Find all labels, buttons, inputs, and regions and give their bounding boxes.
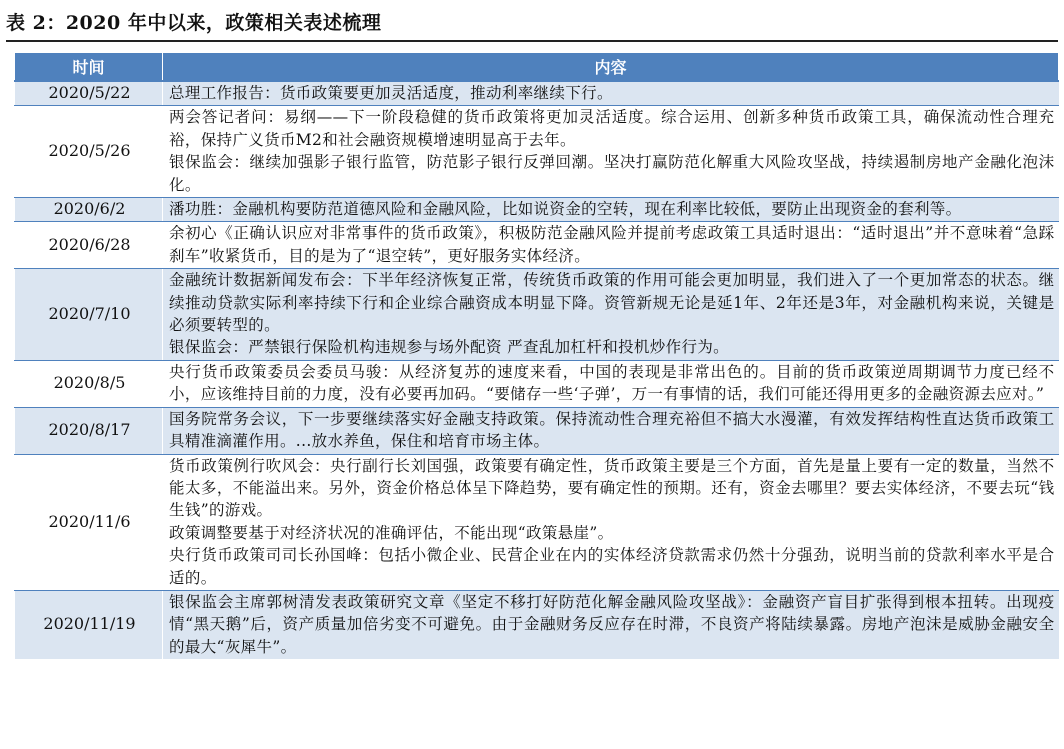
content-paragraph: 政策调整要基于对经济状况的准确评估，不能出现“政策悬崖”。 <box>169 523 614 542</box>
content-paragraph: 潘功胜：金融机构要防范道德风险和金融风险，比如说资金的空转，现在利率比较低，要防止出现资金的套利等。 <box>169 200 962 219</box>
content-paragraph: 总理工作报告：货币政策要更加灵活适度，推动利率继续下行。 <box>169 84 613 102</box>
row-content <box>163 198 1059 222</box>
table-row <box>15 198 1059 222</box>
content-paragraph: 银保监会：严禁银行保险机构违规参与场外配资 严查乱加杠杆和投机炒作行为。 <box>169 338 730 357</box>
row-content <box>163 81 1059 106</box>
row-date: 2020/6/2 <box>15 198 163 222</box>
table-row <box>15 454 1059 590</box>
row-date: 2020/8/17 <box>15 407 163 454</box>
content-paragraph: 央行货币政策司司长孙国峰：包括小微企业、民营企业在内的实体经济贷款需求仍然十分强劲，说明当前的贷款利率水平是合适的。 <box>169 546 1055 587</box>
row-date: 2020/7/10 <box>15 269 163 361</box>
row-date: 2020/11/19 <box>15 590 163 659</box>
row-date: 2020/5/22 <box>15 81 163 106</box>
table-row <box>15 269 1059 361</box>
table-row <box>15 590 1059 659</box>
row-content <box>163 106 1059 198</box>
table-row <box>15 106 1059 198</box>
row-content <box>163 407 1059 454</box>
header-content: 内容 <box>163 53 1059 82</box>
content-paragraph: 银保监会：继续加强影子银行监管，防范影子银行反弹回潮。坚决打赢防范化解重大风险攻坚战，持续遏制房地产金融化泡沫化。 <box>169 153 1055 194</box>
header-time: 时间 <box>15 53 163 82</box>
row-date: 2020/11/6 <box>15 454 163 590</box>
content-paragraph: 货币政策例行吹风会：央行副行长刘国强，政策要有确定性，货币政策主要是三个方面，首先是量上要有一定的数量，当然不能太多，不能溢出来。另外，资金价格总体呈下降趋势，要有确定性的预期。还有，资金去哪里？要去实体经济，不要去玩“钱生钱”的游戏。 <box>169 456 1055 520</box>
row-content <box>163 269 1059 361</box>
table-body <box>15 81 1059 659</box>
table-caption: 表 2：2020 年中以来，政策相关表述梳理 <box>6 12 382 34</box>
content-paragraph: 国务院常务会议，下一步要继续落实好金融支持政策。保持流动性合理充裕但不搞大水漫灌，有效发挥结构性直达货币政策工具精准滴灌作用。...放水养鱼，保住和培育市场主体。 <box>169 409 1055 451</box>
content-paragraph: 央行货币政策委员会委员马骏：从经济复苏的速度来看，中国的表现是非常出色的。目前的货币政策逆周期调节力度已经不小，应该维持目前的力度，没有必要再加码。“要储存一些‘子弹’，万一有事情的话，我们可能还得用更多的金融资源去应对。” <box>169 362 1055 404</box>
caption-rule <box>6 40 1058 42</box>
row-date: 2020/5/26 <box>15 106 163 198</box>
table-row <box>15 360 1059 407</box>
table-row <box>15 81 1059 106</box>
row-content <box>163 454 1059 590</box>
content-paragraph: 金融统计数据新闻发布会：下半年经济恢复正常，传统货币政策的作用可能会更加明显，我们进入了一个更加常态的状态。继续推动贷款实际利率持续下行和企业综合融资成本明显下降。资管新规无论是延1年、2年还是3年，对金融机构来说，关键是必须要转型的。 <box>169 271 1055 335</box>
row-content <box>163 222 1059 269</box>
row-date: 2020/6/28 <box>15 222 163 269</box>
content-paragraph: 余初心《正确认识应对非常事件的货币政策》，积极防范金融风险并提前考虑政策工具适时退出：“适时退出”并不意味着“急踩刹车”收紧货币，目的是为了“退空转”，更好服务实体经济。 <box>169 224 1055 265</box>
row-date: 2020/8/5 <box>15 360 163 407</box>
content-paragraph: 银保监会主席郭树清发表政策研究文章《坚定不移打好防范化解金融风险攻坚战》：金融资产盲目扩张得到根本扭转。出现疫情“黑天鹅”后，资产质量加倍劣变不可避免。由于金融财务反应存在时滞，不良资产将陆续暴露。房地产泡沫是威胁金融安全的最大“灰犀牛”。 <box>169 592 1055 656</box>
content-paragraph: 两会答记者问：易纲——下一阶段稳健的货币政策将更加灵活适度。综合运用、创新多种货币政策工具，确保流动性合理充裕，保持广义货币M2和社会融资规模增速明显高于去年。 <box>169 108 1055 149</box>
table-row <box>15 407 1059 454</box>
row-content <box>163 360 1059 407</box>
policy-table <box>14 52 1059 659</box>
table-row <box>15 222 1059 269</box>
table-header-row <box>15 53 1059 82</box>
row-content <box>163 590 1059 659</box>
